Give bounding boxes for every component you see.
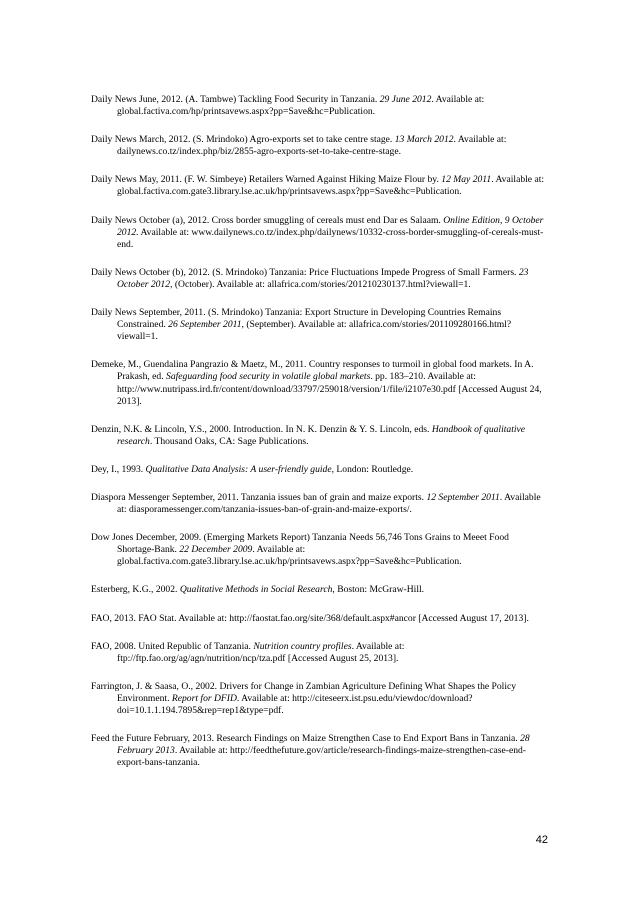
page-number: 42	[535, 834, 548, 846]
reference-entry: Diaspora Messenger September, 2011. Tanzania issues ban of grain and maize exports. 12 September 2011. Available at: diasporamessenger.com/tanzania-issues-ban-of-grain-and-maize-exports/.	[91, 491, 541, 516]
reference-entry: FAO, 2008. United Republic of Tanzania. Nutrition country profiles. Available at: ftp://ftp.fao.org/ag/agn/nutrition/ncp/tza.pdf [Accessed August 25, 2013].	[91, 640, 405, 664]
reference-entry: Dow Jones December, 2009. (Emerging Markets Report) Tanzania Needs 56,746 Tons Grains to Meeet Food Shortage-Bank. 22 December 2009. Available at: global.factiva.com.gate3.library.lse.ac.uk/hp/printsavews.aspx?pp=Save&hc=Publication.	[91, 532, 509, 568]
reference-entry: Daily News October (b), 2012. (S. Mrindoko) Tanzania: Price Fluctuations Impede Progress of Small Farmers. 23 October 2012, (October). Available at: allafrica.com/stories/201210230137.html?viewall=1.	[91, 266, 529, 290]
reference-entry: Daily News October (a), 2012. Cross border smuggling of cereals must end Dar es Salaam. Online Edition, 9 October 2012. Available at: www.dailynews.co.tz/index.php/dailynews/10332-cross-border-smuggling-of-cereals-must-end.	[91, 214, 544, 250]
reference-entry: Daily News June, 2012. (A. Tambwe) Tackling Food Security in Tanzania. 29 June 2012. Available at: global.factiva.com/hp/printsavews.aspx?pp=Save&hc=Publication.	[91, 94, 485, 118]
reference-entry: Daily News March, 2012. (S. Mrindoko) Agro-exports set to take centre stage. 13 March 2012. Available at: dailynews.co.tz/index.php/biz/2855-agro-exports-set-to-take-centre-stage.	[91, 134, 507, 158]
reference-entry: Feed the Future February, 2013. Research Findings on Maize Strengthen Case to End Export Bans in Tanzania. 28 February 2013. Available at: http://feedthefuture.gov/article/research-findings-maize-strengthen-case-end-export-bans-tanzania.	[91, 733, 530, 769]
reference-entry: Dey, I., 1993. Qualitative Data Analysis: A user-friendly guide, London: Routledge.	[91, 463, 414, 475]
reference-entry: Daily News May, 2011. (F. W. Simbeye) Retailers Warned Against Hiking Maize Flour by. 12 May 2011. Available at: global.factiva.com.gate3.library.lse.ac.uk/hp/printsavews.aspx?pp=Save&hc=Publication.	[91, 174, 545, 198]
reference-list	[91, 94, 546, 785]
reference-entry: Farrington, J. & Saasa, O., 2002. Drivers for Change in Zambian Agriculture Defining What Shapes the Policy Environment. Report for DFID. Available at: http://citeseerx.ist.psu.edu/viewdoc/download?doi=10.1.1.194.7895&rep=rep1&type=pdf.	[91, 680, 517, 716]
reference-entry: Esterberg, K.G., 2002. Qualitative Methods in Social Research, Boston: McGraw-Hill.	[91, 584, 425, 596]
reference-entry: Denzin, N.K. & Lincoln, Y.S., 2000. Introduction. In N. K. Denzin & Y. S. Lincoln, eds. Handbook of qualitative research. Thousand Oaks, CA: Sage Publications.	[91, 423, 526, 447]
reference-entry: Daily News September, 2011. (S. Mrindoko) Tanzania: Export Structure in Developing Countries Remains Constrained. 26 September 2011, (September). Available at: allafrica.com/stories/201109280166.html?viewall=1.	[91, 307, 512, 343]
reference-entry: FAO, 2013. FAO Stat. Available at: http://faostat.fao.org/site/368/default.aspx#ancor [Accessed August 17, 2013].	[91, 612, 529, 624]
reference-entry: Demeke, M., Guendalina Pangrazio & Maetz, M., 2011. Country responses to turmoil in global food markets. In A. Prakash, ed. Safeguarding food security in volatile global markets. pp. 183–210. Available at: http://www.nutripass.ird.fr/content/download/33797/259018/version/1/file/i2107e30.pdf [Accessed August 24, 2013].	[91, 359, 542, 407]
